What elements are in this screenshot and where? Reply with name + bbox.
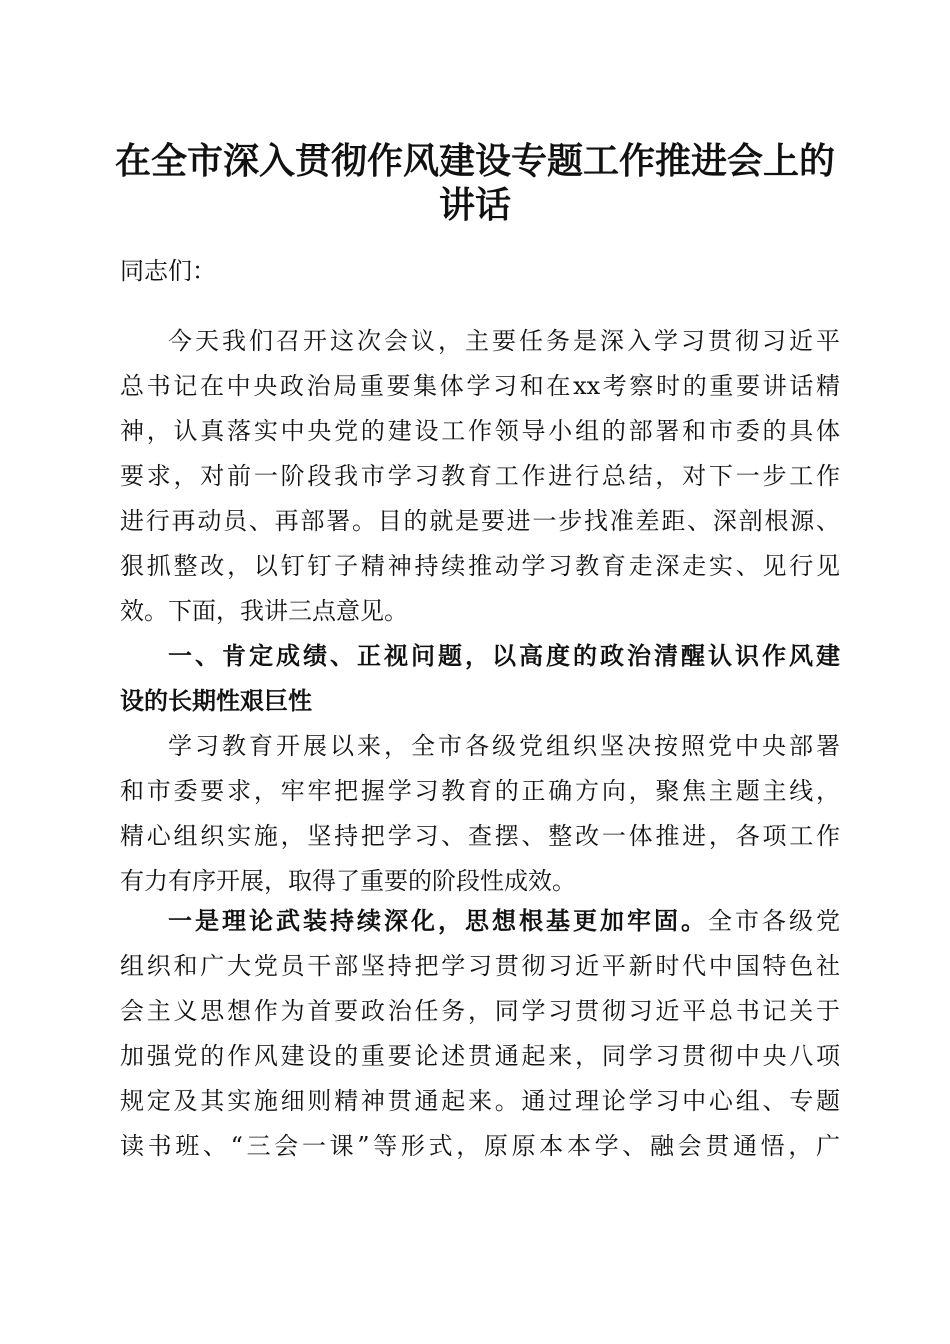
paragraph-1-line: 要求，对前一阶段我市学习教育工作进行总结，对下一步工作 bbox=[120, 462, 840, 490]
paragraph-3-line: 会主义思想作为首要政治任务，同学习贯彻习近平总书记关于 bbox=[120, 997, 840, 1025]
paragraph-3-lead: 一是理论武装持续深化，思想根基更加牢固。 bbox=[168, 906, 708, 935]
paragraph-3-line: 读书班、“三会一课”等形式，原原本本学、融会贯通悟，广 bbox=[120, 1132, 840, 1160]
paragraph-1-line: 狠抓整改，以钉钉子精神持续推动学习教育走深走实、见行见 bbox=[120, 552, 840, 580]
paragraph-1-line: 效。下面，我讲三点意见。 bbox=[120, 597, 408, 625]
paragraph-3-line: 组织和广大党员干部坚持把学习贯彻习近平新时代中国特色社 bbox=[120, 952, 840, 980]
salutation: 同志们： bbox=[120, 257, 216, 285]
paragraph-1-line: 神，认真落实中央党的建设工作领导小组的部署和市委的具体 bbox=[120, 417, 840, 445]
section-heading-line: 设的长期性艰巨性 bbox=[120, 687, 312, 715]
paragraph-1-line: 总书记在中央政治局重要集体学习和在xx考察时的重要讲话精 bbox=[120, 372, 840, 400]
paragraph-3-line: 规定及其实施细则精神贯通起来。通过理论学习中心组、专题 bbox=[120, 1087, 840, 1115]
paragraph-3-line: 加强党的作风建设的重要论述贯通起来，同学习贯彻中央八项 bbox=[120, 1042, 840, 1070]
paragraph-2-line: 有力有序开展，取得了重要的阶段性成效。 bbox=[120, 867, 576, 895]
paragraph-3-first-rest: 全市各级党 bbox=[708, 907, 840, 935]
document-title-line-2: 讲话 bbox=[438, 184, 511, 226]
paragraph-2-line: 和市委要求，牢牢把握学习教育的正确方向，聚焦主题主线， bbox=[120, 777, 840, 805]
paragraph-2-line: 学习教育开展以来，全市各级党组织坚决按照党中央部署 bbox=[168, 732, 840, 760]
document-title-line-1: 在全市深入贯彻作风建设专题工作推进会上的 bbox=[114, 140, 835, 182]
paragraph-2-line: 精心组织实施，坚持把学习、查摆、整改一体推进，各项工作 bbox=[120, 822, 840, 850]
paragraph-1-line: 进行再动员、再部署。目的就是要进一步找准差距、深剖根源、 bbox=[120, 507, 840, 535]
paragraph-1-line: 今天我们召开这次会议，主要任务是深入学习贯彻习近平 bbox=[168, 327, 840, 355]
paragraph-3-first-line bbox=[168, 906, 840, 936]
section-heading-line: 一、肯定成绩、正视问题，以高度的政治清醒认识作风建 bbox=[168, 642, 840, 670]
